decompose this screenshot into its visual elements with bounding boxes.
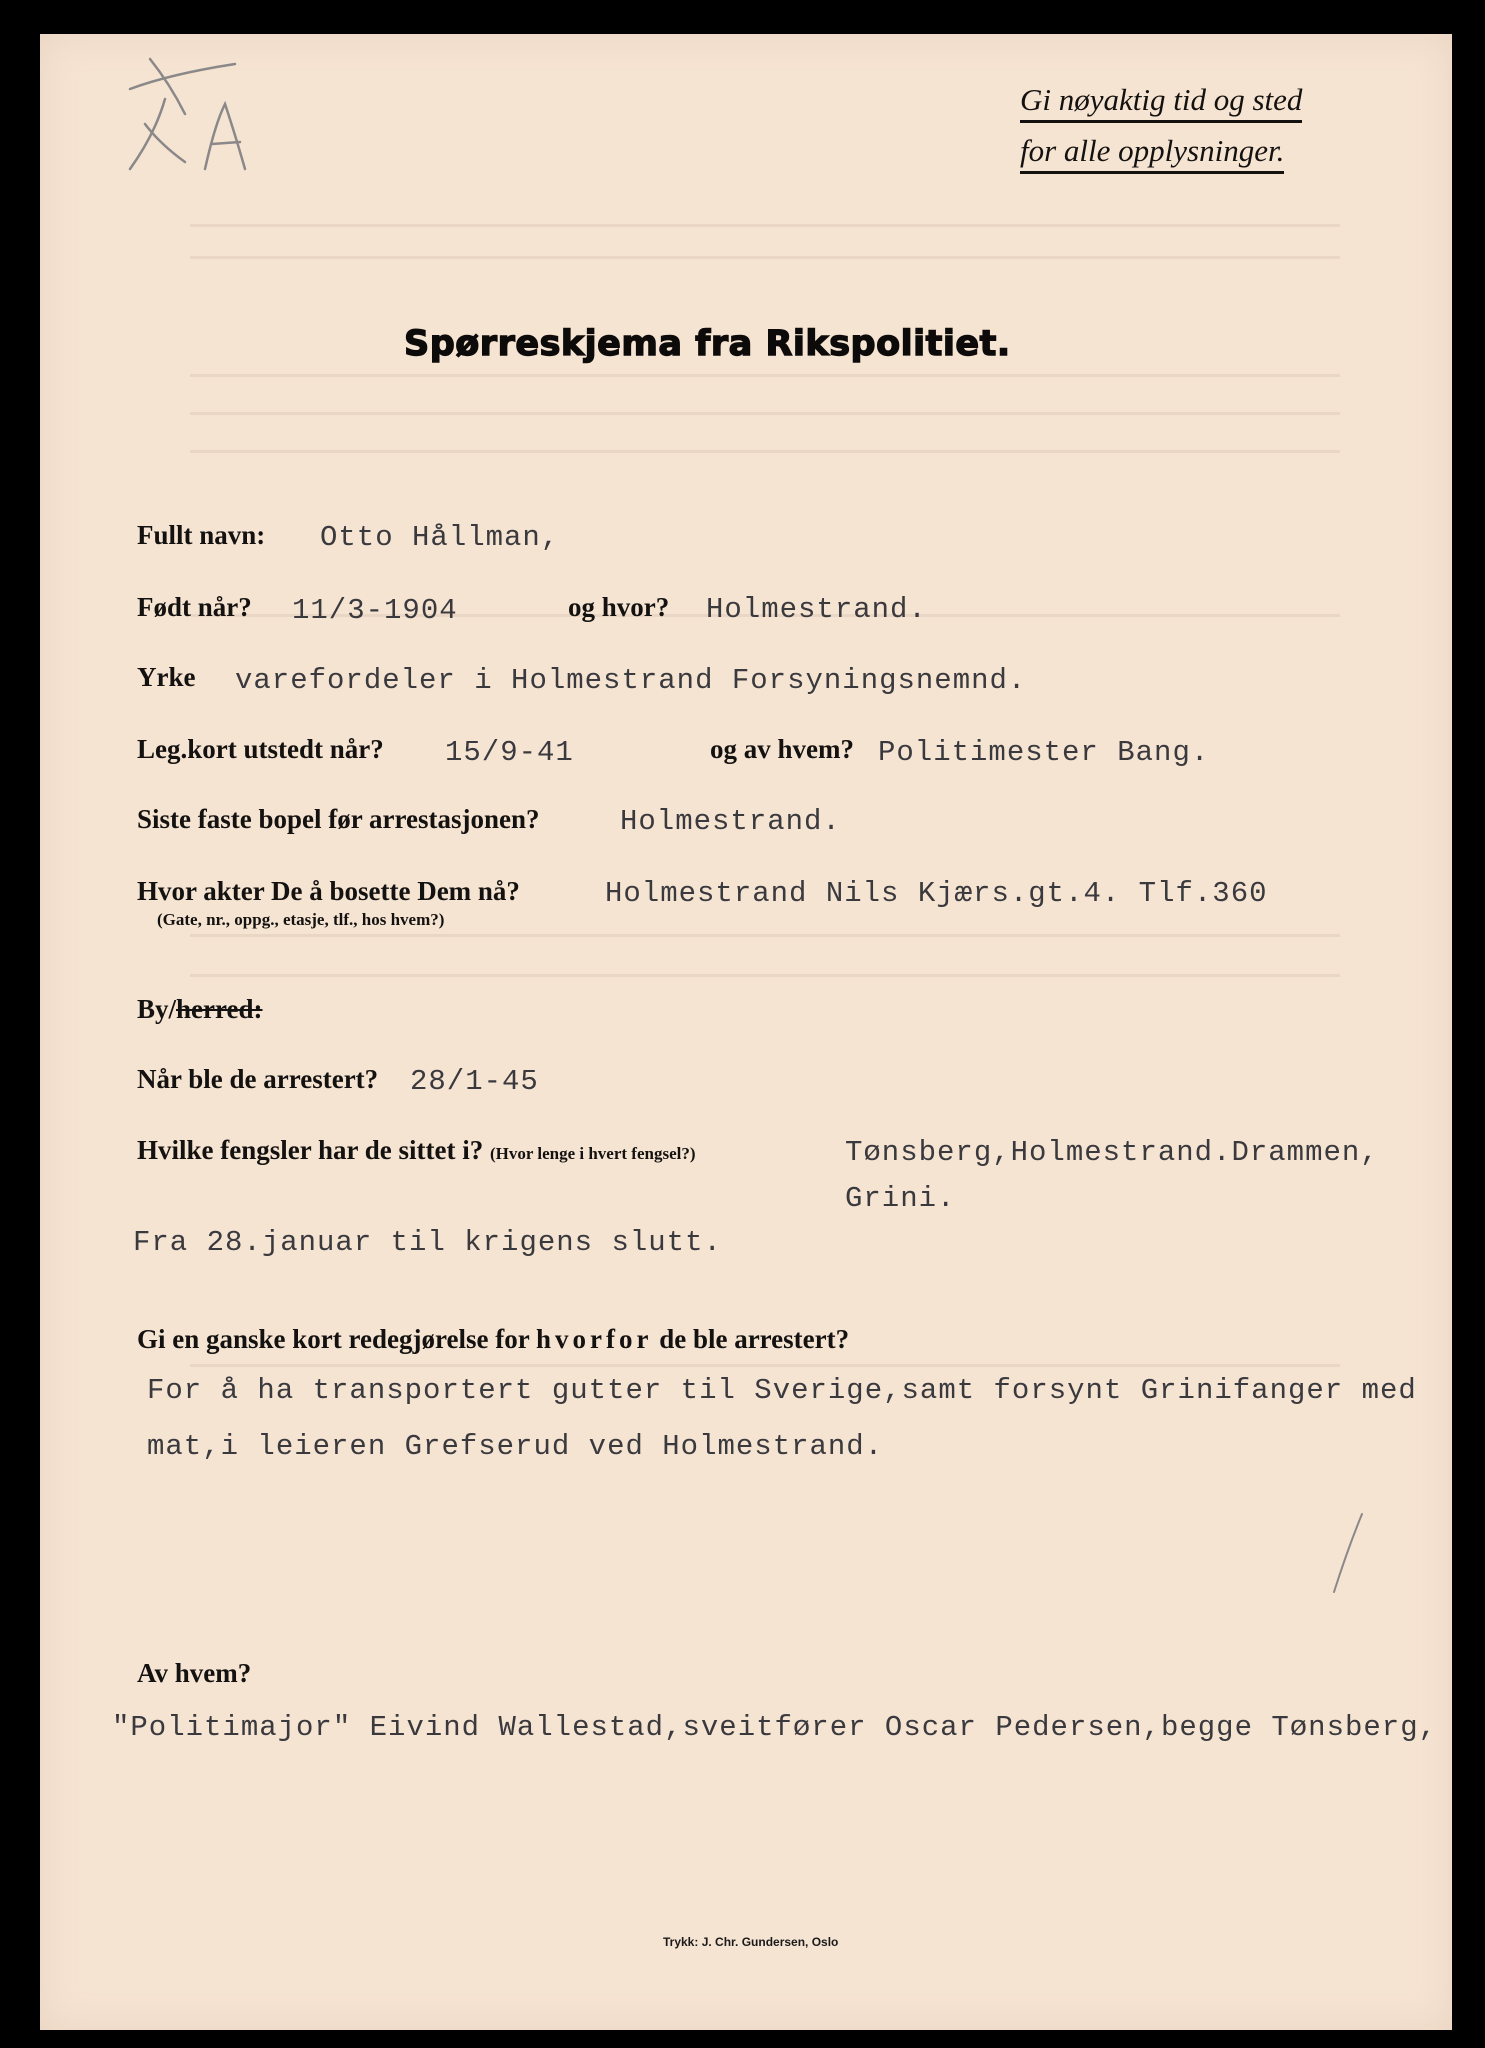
value-by-whom: "Politimajor" Eivind Wallestad,sveitfører Oscar Pedersen,begge Tønsberg, <box>112 1711 1438 1744</box>
label-reason-before: Gi en ganske kort redegjørelse for <box>137 1324 530 1354</box>
value-id-card-by: Politimester Bang. <box>878 736 1210 769</box>
label-planned-residence: Hvor akter De å bosette Dem nå? <box>137 876 520 906</box>
notice-line-1: Gi nøyaktig tid og sted <box>1020 82 1302 123</box>
value-prisons-line-3: Fra 28.januar til krigens slutt. <box>133 1226 722 1259</box>
label-last-residence: Siste faste bopel før arrestasjonen? <box>137 804 540 834</box>
handwritten-xa-mark <box>110 44 280 194</box>
label-reason-emphasis: hvorfor <box>535 1324 653 1354</box>
value-born-date: 11/3-1904 <box>292 594 458 627</box>
value-reason-line-1: For å ha transportert gutter til Sverige,samt forsynt Grinifanger med <box>147 1374 1417 1407</box>
value-id-card-date: 15/9-41 <box>445 736 574 769</box>
show-through-line <box>190 256 1340 259</box>
label-prisons-question: Hvilke fengsler har de sittet i? <box>137 1135 484 1165</box>
show-through-line <box>190 934 1340 937</box>
label-town: By/ <box>137 994 177 1024</box>
label-id-card-by: og av hvem? <box>710 734 854 764</box>
show-through-line <box>190 1364 1340 1367</box>
value-last-residence: Holmestrand. <box>620 805 841 838</box>
form-title: Spørreskjema fra Rikspolitiet. <box>404 324 1011 364</box>
show-through-line <box>190 374 1340 377</box>
label-arrested-when: Når ble de arrestert? <box>137 1064 379 1094</box>
value-prisons-line-1: Tønsberg,Holmestrand.Drammen, <box>845 1136 1379 1169</box>
show-through-line <box>190 412 1340 415</box>
show-through-line <box>190 224 1340 227</box>
show-through-line <box>190 450 1340 453</box>
value-born-place: Holmestrand. <box>706 593 927 626</box>
notice-line-2: for alle opplysninger. <box>1020 133 1284 174</box>
value-reason-line-2: mat,i leieren Grefserud ved Holmestrand. <box>147 1430 884 1463</box>
printer-imprint: Trykk: J. Chr. Gundersen, Oslo <box>663 1935 839 1949</box>
label-id-card-issued: Leg.kort utstedt når? <box>137 734 384 764</box>
form-page <box>40 34 1452 2030</box>
sublabel-planned-residence: (Gate, nr., oppg., etasje, tlf., hos hvem?) <box>157 910 445 929</box>
sublabel-prisons: (Hvor lenge i hvert fengsel?) <box>489 1144 696 1163</box>
label-reason <box>137 1324 849 1355</box>
label-born-when: Født når? <box>137 592 252 622</box>
label-by-whom: Av hvem? <box>137 1658 252 1688</box>
label-town-district <box>137 994 263 1025</box>
label-full-name: Fullt navn: <box>137 520 266 550</box>
value-occupation: varefordeler i Holmestrand Forsyningsnemnd. <box>235 664 1027 697</box>
value-planned-residence: Holmestrand Nils Kjærs.gt.4. Tlf.360 <box>605 877 1268 910</box>
label-district-struck: herred: <box>176 994 263 1024</box>
value-full-name: Otto Hållman, <box>320 521 560 554</box>
label-prisons <box>137 1135 696 1166</box>
pencil-stroke <box>1330 1508 1370 1598</box>
label-reason-after: de ble arrestert? <box>659 1324 850 1354</box>
value-prisons-line-2: Grini. <box>845 1182 956 1215</box>
show-through-line <box>190 974 1340 977</box>
label-born-where: og hvor? <box>568 592 670 622</box>
label-occupation: Yrke <box>137 662 196 692</box>
value-arrested-date: 28/1-45 <box>410 1065 539 1098</box>
